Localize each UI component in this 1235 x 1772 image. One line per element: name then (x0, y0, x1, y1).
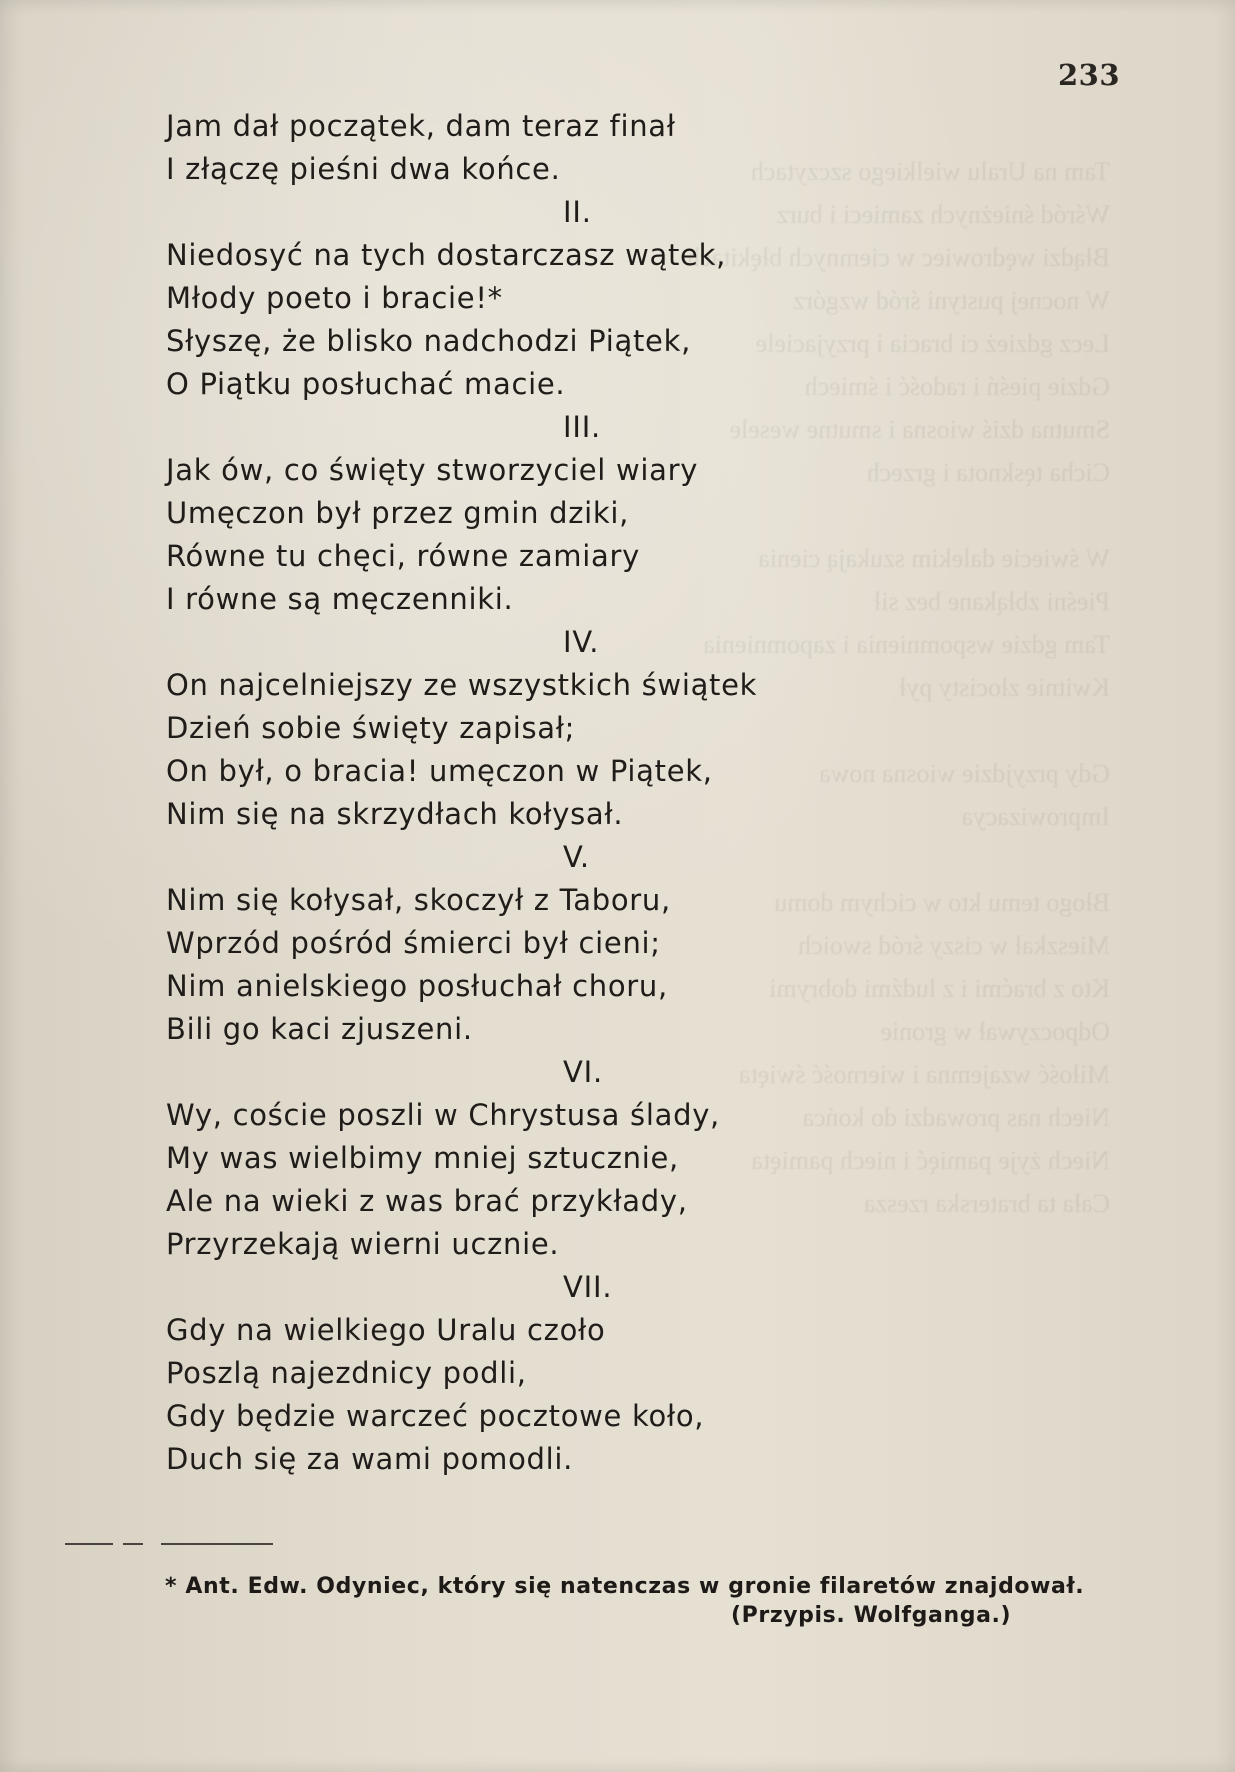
poem-line: I równe są męczenniki. (166, 582, 514, 616)
footnote (165, 1572, 1140, 1630)
poem-line: Dzień sobie święty zapisał; (166, 711, 576, 745)
stanza-number: IV. (563, 625, 600, 659)
poem-line: Słyszę, że blisko nadchodzi Piątek, (166, 324, 691, 358)
footnote-rule (65, 1543, 273, 1545)
footnote-text: * Ant. Edw. Odyniec, który się natenczas w gronie filaretów znajdował. (165, 1574, 1085, 1599)
poem-line: I złączę pieśni dwa końce. (166, 152, 561, 186)
poem-line: On był, o bracia! umęczon w Piątek, (166, 754, 713, 788)
poem-line: Ale na wieki z was brać przykłady, (166, 1184, 688, 1218)
poem-line: Gdy na wielkiego Uralu czoło (166, 1313, 606, 1347)
poem-line: Jak ów, co święty stworzyciel wiary (166, 453, 699, 487)
poem-line: Młody poeto i bracie!* (166, 281, 503, 315)
stanza-number: VI. (563, 1055, 604, 1089)
poem-line: Jam dał początek, dam teraz finał (166, 109, 676, 143)
stanza-number: VII. (563, 1270, 613, 1304)
show-through-text: Tam na Uralu wielkiego szczytach Wśród śnieżnych zamieci i burz Błądzi wędrowiec w ciemnych błękitach W nocnej pustyni śród wzgórz Lecz gdzież ci bracia i przyjaciele Gdzie pieśń i radość i śmiech Smutna dziś wiosna i smutne wesele Cicha tęsknota i grzech W świecie dalekim szukają cienia Pieśni zbłąkane bez sił Tam gdzie wspomnienia i zapomnienia Kwitnie złocisty pył Gdy przyjdzie wiosna nowa Improwizacya Błogo temu kto w cichym domu Mieszkał w ciszy śród swoich Kto z braćmi i z ludźmi dobrymi Odpoczywał w gronie Miłość wzajemna i wierność święta Niech nas prowadzi do końca Niech żyje pamięć i niech pamięta Cała ta braterska rzesza (686, 157, 1110, 1218)
footnote-credit: (Przypis. Wolfganga.) (731, 1603, 1012, 1628)
stanza-number: III. (563, 410, 602, 444)
page-number: 233 (1058, 58, 1121, 92)
poem-line: Nim się kołysał, skoczył z Taboru, (166, 883, 671, 917)
poem-line: Wy, coście poszli w Chrystusa ślady, (166, 1098, 720, 1132)
poem-line: O Piątku posłuchać macie. (166, 367, 566, 401)
poem-line: Niedosyć na tych dostarczasz wątek, (166, 238, 727, 272)
poem-text (166, 105, 826, 1481)
poem-line: Bili go kaci zjuszeni. (166, 1012, 473, 1046)
poem-line: Wprzód pośród śmierci był cieni; (166, 926, 661, 960)
poem-line: Nim anielskiego posłuchał choru, (166, 969, 668, 1003)
stanza-number: V. (563, 840, 590, 874)
poem-line: Umęczon był przez gmin dziki, (166, 496, 630, 530)
poem-line: On najcelniejszy ze wszystkich świątek (166, 668, 758, 702)
poem-line: My was wielbimy mniej sztucznie, (166, 1141, 679, 1175)
poem-line: Nim się na skrzydłach kołysał. (166, 797, 624, 831)
poem-line: Przyrzekają wierni uczniе. (166, 1227, 560, 1261)
poem-line: Poszlą najezdnicy podli, (166, 1356, 527, 1390)
poem-line: Duch się za wami pomodli. (166, 1442, 574, 1476)
stanza-number: II. (563, 195, 592, 229)
poem-line: Gdy będzie warczeć pocztowe koło, (166, 1399, 705, 1433)
poem-line: Równe tu chęci, równe zamiary (166, 539, 640, 573)
